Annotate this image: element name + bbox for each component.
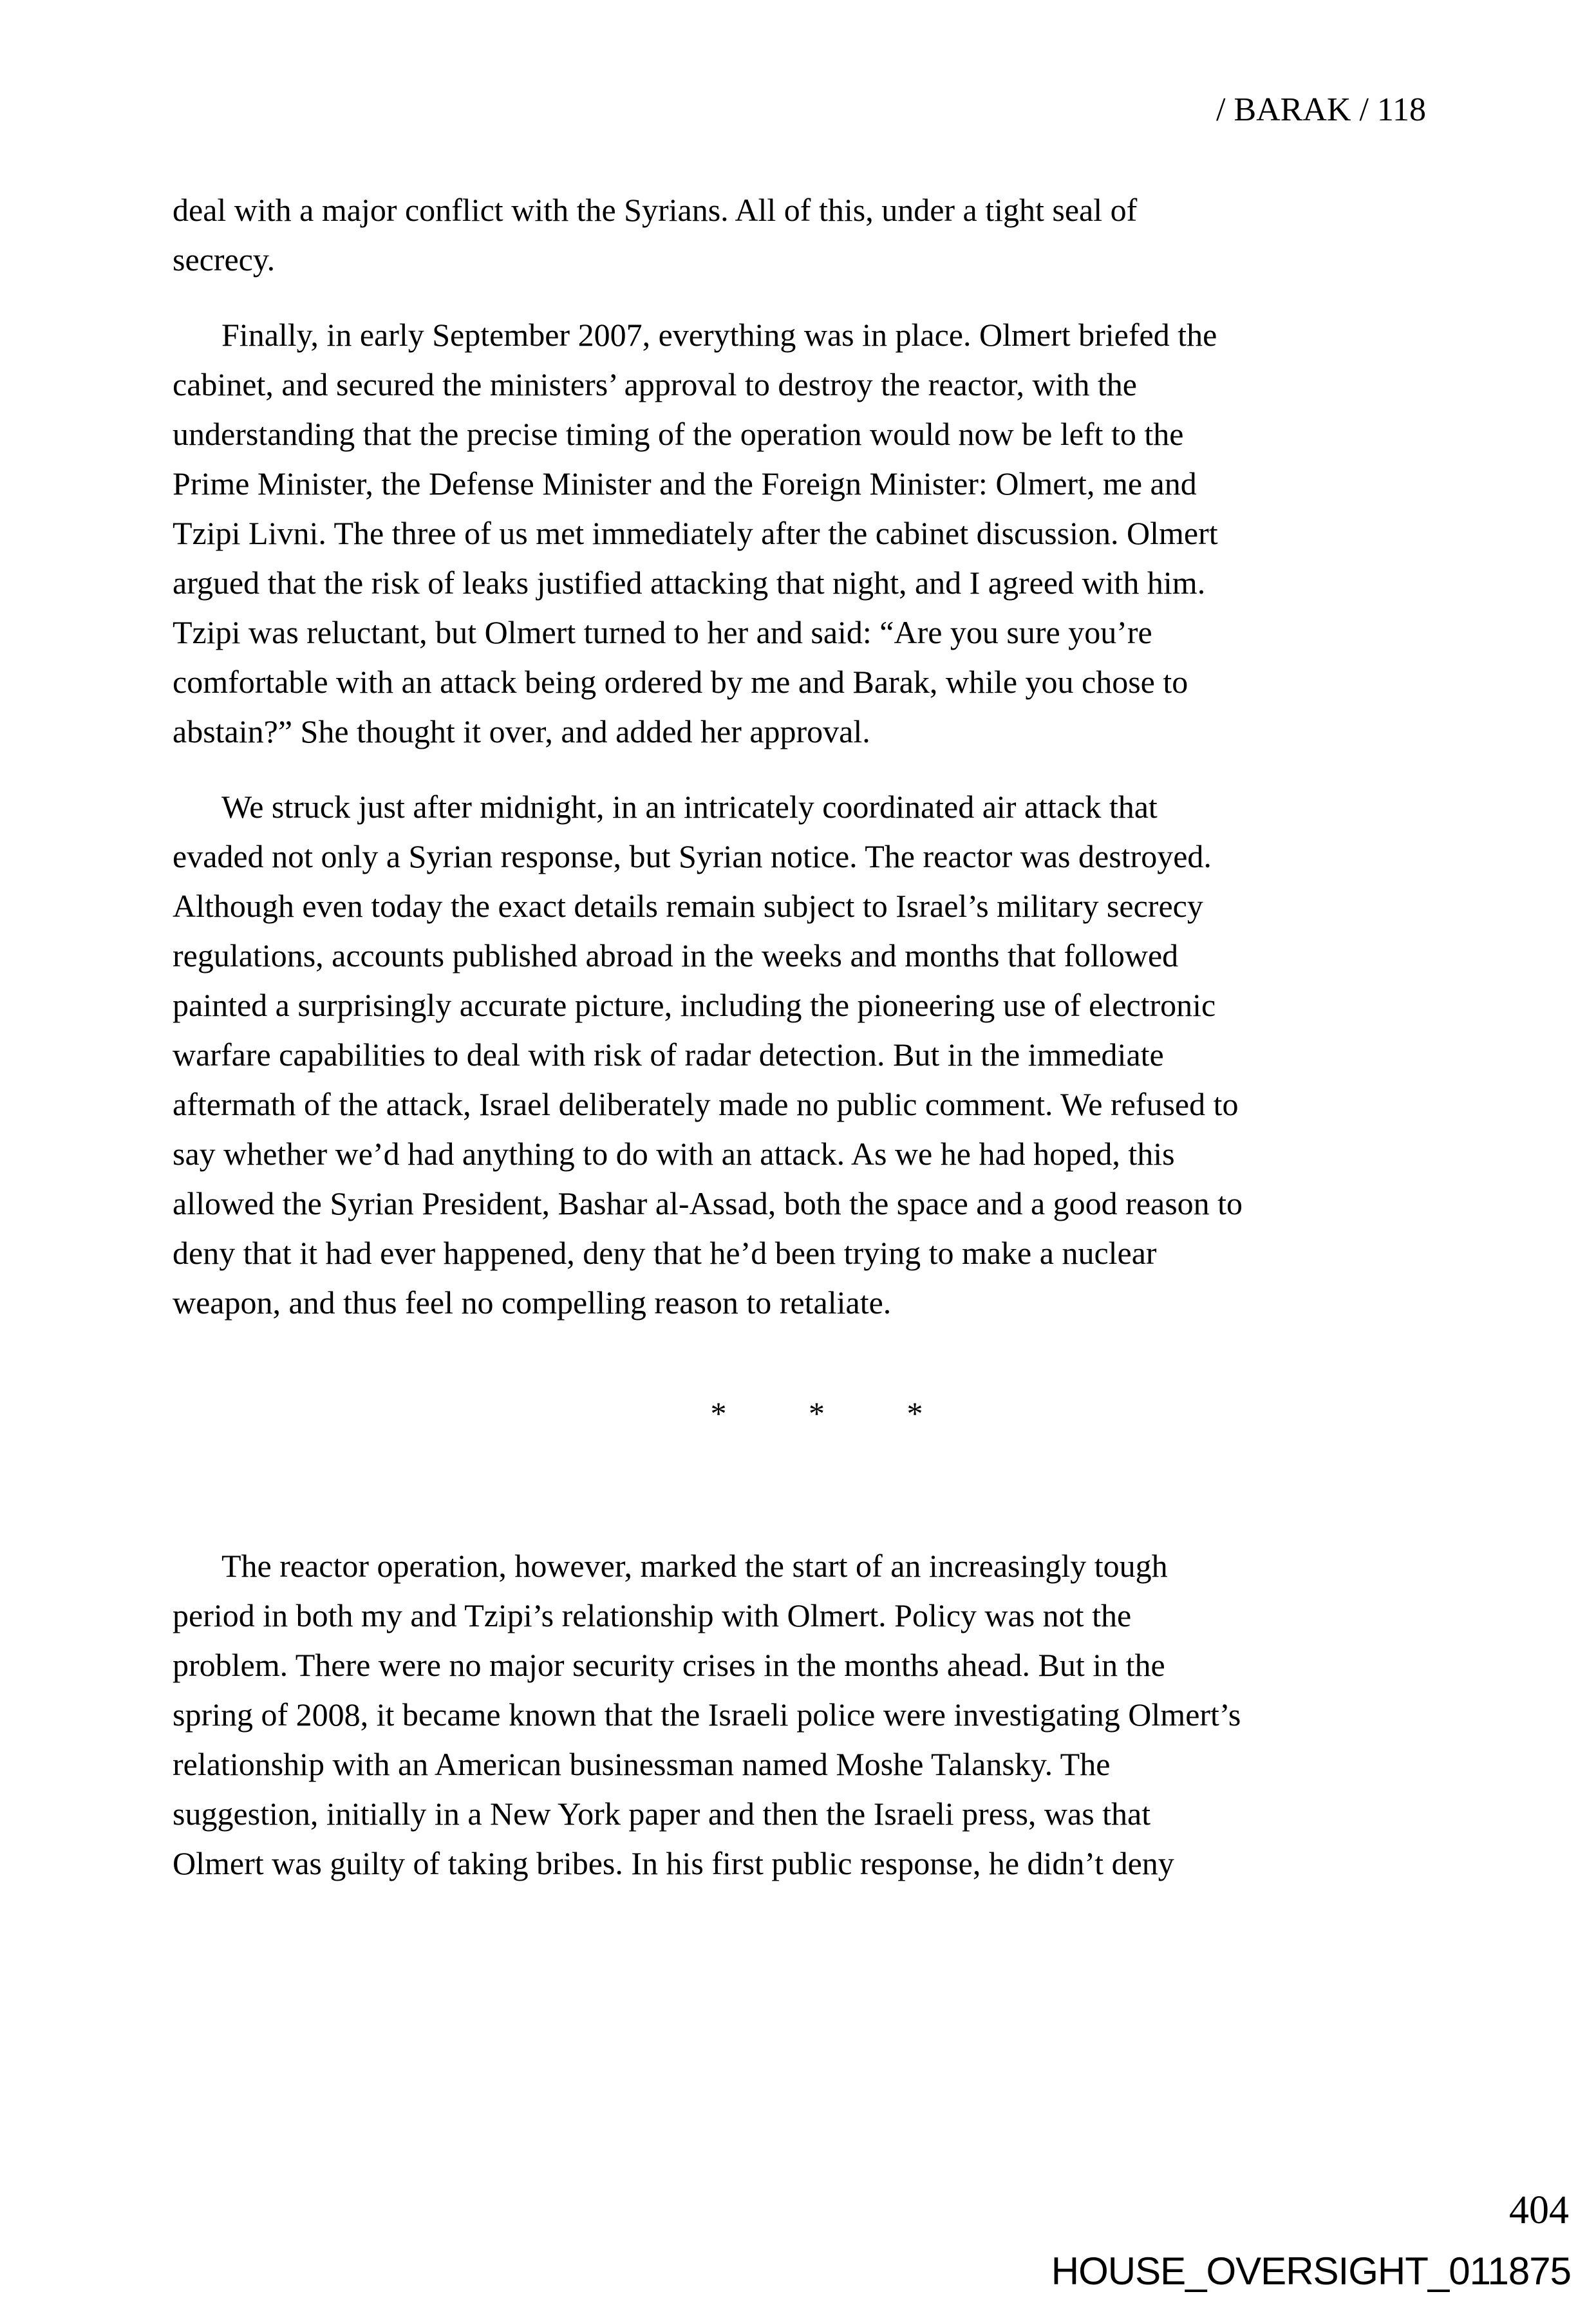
text-line: Tzipi was reluctant, but Olmert turned to her and said: “Are you sure you’re (173, 614, 1152, 650)
text-line: Although even today the exact details remain subject to Israel’s military secrecy (173, 888, 1203, 924)
text-line: period in both my and Tzipi’s relationship with Olmert. Policy was not the (173, 1597, 1132, 1633)
text-line: warfare capabilities to deal with risk of radar detection. But in the immediate (173, 1037, 1164, 1073)
text-line: comfortable with an attack being ordered by me and Barak, while you chose to (173, 664, 1188, 700)
text-line: cabinet, and secured the ministers’ approval to destroy the reactor, with the (173, 366, 1137, 402)
running-header: / BARAK / 118 (1216, 91, 1426, 128)
text-line: spring of 2008, it became known that the Israeli police were investigating Olmert’s (173, 1697, 1241, 1733)
text-line: allowed the Syrian President, Bashar al-Assad, both the space and a good reason to (173, 1185, 1243, 1221)
text-line: Finally, in early September 2007, everything was in place. Olmert briefed the (221, 317, 1217, 353)
text-line: Tzipi Livni. The three of us met immediately after the cabinet discussion. Olmert (173, 515, 1218, 551)
text-line: weapon, and thus feel no compelling reason to retaliate. (173, 1284, 892, 1321)
text-line: deny that it had ever happened, deny that he’d been trying to make a nuclear (173, 1235, 1157, 1271)
text-line: regulations, accounts published abroad in the weeks and months that followed (173, 937, 1179, 973)
text-line: relationship with an American businessman named Moshe Talansky. The (173, 1746, 1111, 1782)
text-line: abstain?” She thought it over, and added her approval. (173, 713, 870, 749)
text-line: painted a surprisingly accurate picture, including the pioneering use of electronic (173, 987, 1216, 1023)
section-separator: * * * (710, 1395, 923, 1431)
page-number: 404 (1509, 2188, 1569, 2232)
text-line: secrecy. (173, 241, 276, 277)
text-line: understanding that the precise timing of the operation would now be left to the (173, 416, 1184, 452)
paragraph (173, 782, 1461, 1328)
page-body-text (173, 185, 1461, 1914)
text-line: We struck just after midnight, in an intricately coordinated air attack that (221, 789, 1158, 825)
text-line: problem. There were no major security crises in the months ahead. But in the (173, 1647, 1165, 1683)
paragraph (173, 1541, 1461, 1888)
paragraph (173, 185, 1461, 285)
text-line: evaded not only a Syrian response, but Syrian notice. The reactor was destroyed. (173, 838, 1212, 874)
text-line: aftermath of the attack, Israel deliberately made no public comment. We refused to (173, 1086, 1239, 1122)
text-line: suggestion, initially in a New York paper and then the Israeli press, was that (173, 1796, 1151, 1832)
bates-stamp: HOUSE_OVERSIGHT_011875 (1051, 2250, 1571, 2293)
text-line: say whether we’d had anything to do with an attack. As we he had hoped, this (173, 1136, 1175, 1172)
text-line: The reactor operation, however, marked the start of an increasingly tough (221, 1548, 1168, 1584)
text-line: deal with a major conflict with the Syrians. All of this, under a tight seal of (173, 192, 1138, 228)
text-line: Prime Minister, the Defense Minister and the Foreign Minister: Olmert, me and (173, 465, 1197, 502)
text-line: argued that the risk of leaks justified attacking that night, and I agreed with him. (173, 565, 1206, 601)
paragraph (173, 310, 1461, 757)
text-line: Olmert was guilty of taking bribes. In his first public response, he didn’t deny (173, 1845, 1174, 1881)
